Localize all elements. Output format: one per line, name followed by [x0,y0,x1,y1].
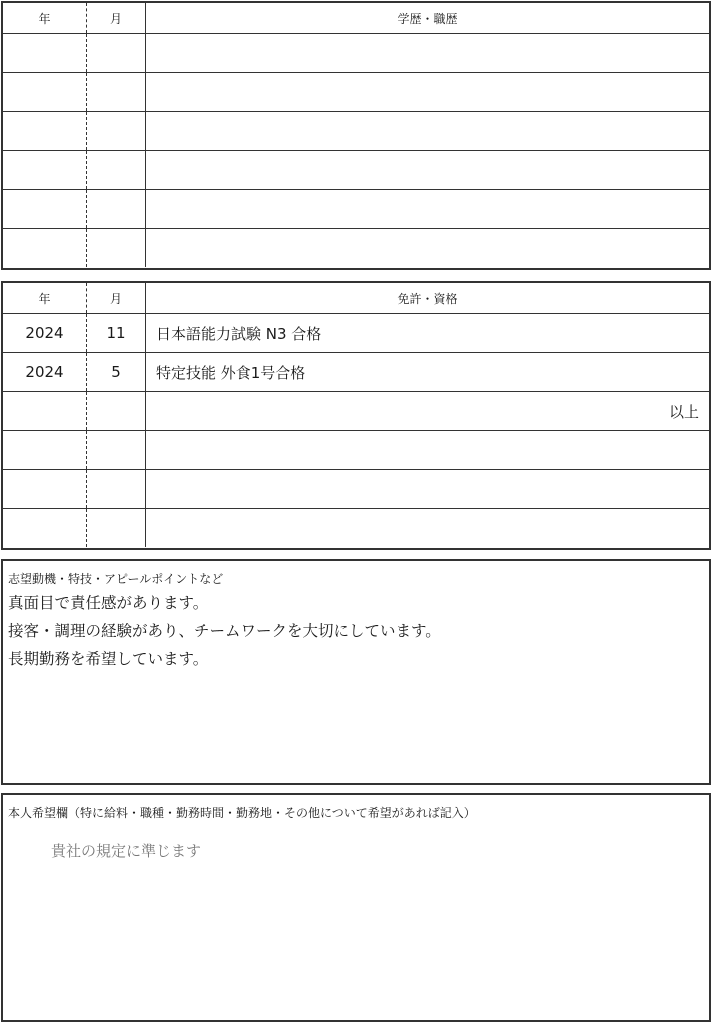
preferences-section[interactable] [1,793,711,1022]
licenses-content-header: 免許・資格 [397,291,458,306]
year-cell[interactable] [3,190,87,229]
year-cell[interactable] [3,34,87,73]
month-cell[interactable] [87,151,146,190]
content-cell[interactable] [146,431,710,470]
education-table [1,1,711,270]
motivation-line: 長期勤務を希望しています。 [8,650,209,668]
month-cell[interactable] [87,34,146,73]
year-cell[interactable] [3,392,87,431]
month-cell[interactable]: 11 [87,314,146,353]
motivation-text[interactable] [3,587,709,673]
month-cell[interactable] [87,73,146,112]
month-cell[interactable] [87,470,146,509]
month-cell[interactable] [87,229,146,268]
preferences-label: 本人希望欄（特に給料・職種・勤務時間・勤務地・その他について希望があれば記入） [8,806,476,820]
month-header: 月 [87,3,146,34]
motivation-line: 接客・調理の経験があり、チームワークを大切にしています。 [8,622,441,640]
content-cell[interactable] [146,34,710,73]
table-row [3,73,709,112]
month-cell[interactable]: 5 [87,353,146,392]
month-cell[interactable] [87,431,146,470]
month-cell[interactable] [87,190,146,229]
end-marker-cell[interactable]: 以上 [146,392,710,431]
content-cell[interactable] [146,151,710,190]
year-cell[interactable]: 2024 [3,314,87,353]
month-cell[interactable] [87,392,146,431]
year-header: 年 [3,283,87,314]
licenses-header-row [3,283,709,314]
content-cell[interactable] [146,73,710,112]
year-cell[interactable] [3,73,87,112]
month-cell[interactable] [87,509,146,548]
motivation-section[interactable] [1,559,711,785]
content-cell[interactable] [146,112,710,151]
table-row [3,470,709,509]
year-cell[interactable] [3,470,87,509]
year-cell[interactable] [3,431,87,470]
table-row [3,34,709,73]
content-cell[interactable] [146,190,710,229]
year-cell[interactable] [3,151,87,190]
table-row [3,112,709,151]
month-header: 月 [87,283,146,314]
table-row [3,509,709,548]
content-cell[interactable] [146,470,710,509]
motivation-line: 真面目で責任感があります。 [8,594,209,612]
education-header-row [3,3,709,34]
content-cell[interactable]: 特定技能 外食1号合格 [146,353,710,392]
education-content-header: 学歴・職歴 [397,11,458,26]
table-row [3,353,709,392]
table-row [3,190,709,229]
year-cell[interactable]: 2024 [3,353,87,392]
year-cell[interactable] [3,112,87,151]
month-cell[interactable] [87,112,146,151]
content-cell[interactable] [146,509,710,548]
motivation-label: 志望動機・特技・アピールポイントなど [8,572,224,586]
table-row [3,431,709,470]
table-row [3,229,709,268]
table-row [3,392,709,431]
year-cell[interactable] [3,229,87,268]
content-cell[interactable] [146,229,710,268]
preferences-value[interactable]: 貴社の規定に準じます [51,842,202,860]
table-row [3,151,709,190]
year-cell[interactable] [3,509,87,548]
year-header: 年 [3,3,87,34]
content-cell[interactable]: 日本語能力試験 N3 合格 [146,314,710,353]
licenses-table [1,281,711,550]
table-row [3,314,709,353]
